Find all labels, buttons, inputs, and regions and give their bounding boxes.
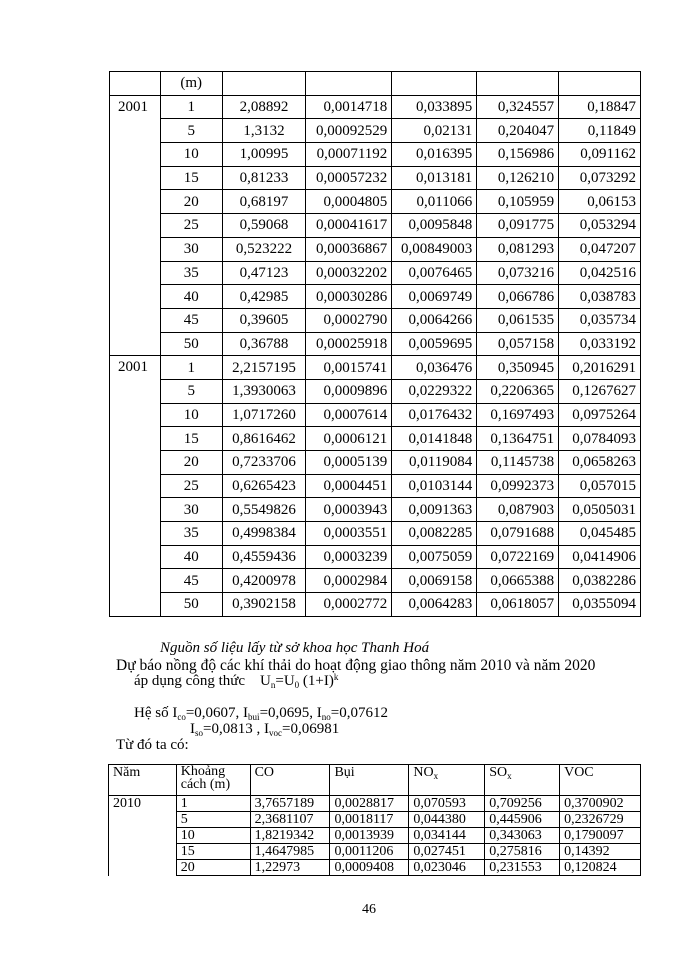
value-cell: 0,0002790 [306,308,392,332]
value-cell: 0,0992373 [477,474,559,498]
source-note: Nguồn số liệu lấy từ sở khoa học Thanh Hoá [160,640,430,656]
value-cell: 0,073216 [477,261,559,285]
table-row [110,427,641,451]
value-cell: 0,0005139 [306,451,392,475]
value-cell: 0,350945 [477,356,559,380]
value-cell: 0,0176432 [392,403,477,427]
distance-cell: 20 [160,451,222,475]
table-row [110,261,641,285]
value-cell: 0,3700902 [560,796,641,812]
distance-cell: 50 [160,332,222,356]
value-cell: 0,0618057 [477,593,559,617]
distance-cell: 40 [160,545,222,569]
value-cell: 3,7657189 [250,796,330,812]
value-cell: 0,06153 [559,190,641,214]
table-row [110,166,641,190]
value-cell: 0,00030286 [306,285,392,309]
value-cell: 0,081293 [477,237,559,261]
value-cell: 0,0069749 [392,285,477,309]
distance-cell: 5 [160,119,222,143]
value-cell: 1,3132 [222,119,306,143]
value-cell: 0,39605 [222,308,306,332]
table-row [110,190,641,214]
value-cell: 0,0975264 [559,403,641,427]
value-cell: 0,066786 [477,285,559,309]
value-cell: 0,1790097 [560,828,641,844]
table-row [110,119,641,143]
value-cell: 2,3681107 [250,812,330,828]
value-cell: 0,0009896 [306,379,392,403]
value-cell: 0,8616462 [222,427,306,451]
value-cell: 0,057015 [559,474,641,498]
value-cell: 0,0382286 [559,569,641,593]
year-cell [110,498,161,522]
value-cell: 0,0009408 [330,860,409,876]
value-cell: 0,7233706 [222,451,306,475]
value-cell: 0,0028817 [330,796,409,812]
distance-cell: 45 [160,308,222,332]
value-cell: 0,091775 [477,214,559,238]
table-row [110,214,641,238]
distance-cell: 20 [160,190,222,214]
value-cell: 0,0064266 [392,308,477,332]
year-cell [110,522,161,546]
value-cell: 0,105959 [477,190,559,214]
result-intro: Từ đó ta có: [116,737,189,753]
table-row [110,285,641,309]
value-cell: 0,3902158 [222,593,306,617]
header-dust: Bụi [330,765,409,796]
table-row [110,474,641,498]
value-cell: 0,034144 [409,828,485,844]
value-cell: 0,231553 [485,860,560,876]
formula: $U_n=U_0$ $(1+I)^k$ [260,672,339,690]
forecast-table-2010 [108,764,641,876]
distance-cell: 1 [160,95,222,119]
table-row [110,498,641,522]
value-cell: 1,00995 [222,143,306,167]
value-cell: 0,053294 [559,214,641,238]
header-cell [477,72,559,96]
table-header-row [109,765,641,796]
value-cell: 0,709256 [485,796,560,812]
value-cell: 0,011066 [392,190,477,214]
value-cell: 0,033192 [559,332,641,356]
value-cell: 0,6265423 [222,474,306,498]
year-cell [110,285,161,309]
value-cell: 0,0141848 [392,427,477,451]
value-cell: 0,087903 [477,498,559,522]
header-cell [559,72,641,96]
value-cell: 0,042516 [559,261,641,285]
distance-cell: 35 [160,261,222,285]
distance-cell: 10 [160,403,222,427]
value-cell: 0,00036867 [306,237,392,261]
value-cell: 0,044380 [409,812,485,828]
emission-table-2001 [109,71,641,617]
distance-cell: 35 [160,522,222,546]
distance-cell: 5 [176,812,250,828]
table-row [109,812,641,828]
table-row [109,796,641,812]
value-cell: 0,033895 [392,95,477,119]
value-cell: 0,36788 [222,332,306,356]
year-cell [109,812,177,828]
year-cell [109,844,177,860]
value-cell: 1,4647985 [250,844,330,860]
value-cell: 0,18847 [559,95,641,119]
value-cell: 0,1364751 [477,427,559,451]
table-row [110,143,641,167]
distance-cell: 10 [160,143,222,167]
header-cell [306,72,392,96]
header-voc: VOC [560,765,641,796]
value-cell: 0,2206365 [477,379,559,403]
year-cell [110,143,161,167]
table-row [109,828,641,844]
year-cell [110,261,161,285]
header-cell [110,72,161,96]
value-cell: 0,00092529 [306,119,392,143]
value-cell: 1,3930063 [222,379,306,403]
value-cell: 0,035734 [559,308,641,332]
value-cell: 0,0011206 [330,844,409,860]
value-cell: 0,0003551 [306,522,392,546]
value-cell: 2,08892 [222,95,306,119]
value-cell: 0,343063 [485,828,560,844]
distance-cell: 20 [176,860,250,876]
year-cell [110,569,161,593]
value-cell: 0,156986 [477,143,559,167]
value-cell: 0,027451 [409,844,485,860]
value-cell: 0,036476 [392,356,477,380]
table-row [110,308,641,332]
distance-cell: 25 [160,214,222,238]
table-row [110,237,641,261]
value-cell: 0,00071192 [306,143,392,167]
table-row [110,332,641,356]
distance-cell: 10 [176,828,250,844]
value-cell: 0,070593 [409,796,485,812]
value-cell: 0,0414906 [559,545,641,569]
value-cell: 0,00041617 [306,214,392,238]
value-cell: 0,00025918 [306,332,392,356]
formula-line [134,673,338,690]
value-cell: 0,0665388 [477,569,559,593]
value-cell: 0,0505031 [559,498,641,522]
value-cell: 0,1697493 [477,403,559,427]
value-cell: 0,0076465 [392,261,477,285]
distance-cell: 45 [160,569,222,593]
year-cell [110,332,161,356]
value-cell: 0,0095848 [392,214,477,238]
year-cell [110,166,161,190]
header-cell [392,72,477,96]
table-row [109,860,641,876]
value-cell: 0,1267627 [559,379,641,403]
value-cell: 0,073292 [559,166,641,190]
header-distance: Khoảng cách (m) [176,765,250,796]
value-cell: 0,204047 [477,119,559,143]
value-cell: 0,0006121 [306,427,392,451]
value-cell: 0,47123 [222,261,306,285]
year-cell [110,451,161,475]
value-cell: 0,0091363 [392,498,477,522]
value-cell: 0,445906 [485,812,560,828]
distance-cell: 15 [160,166,222,190]
value-cell: 0,045485 [559,522,641,546]
year-cell [109,828,177,844]
value-cell: 0,120824 [560,860,641,876]
value-cell: 0,59068 [222,214,306,238]
value-cell: 0,11849 [559,119,641,143]
value-cell: 0,2016291 [559,356,641,380]
year-cell [110,190,161,214]
header-unit: (m) [160,72,222,96]
table-row [110,356,641,380]
value-cell: 0,013181 [392,166,477,190]
header-year: Năm [109,765,177,796]
value-cell: 0,00057232 [306,166,392,190]
value-cell: 0,0013939 [330,828,409,844]
value-cell: 0,0784093 [559,427,641,451]
value-cell: 0,81233 [222,166,306,190]
value-cell: 1,22973 [250,860,330,876]
value-cell: 0,0003943 [306,498,392,522]
header-sox: $SO_x$ [485,765,560,796]
value-cell: 1,0717260 [222,403,306,427]
value-cell: 0,057158 [477,332,559,356]
value-cell: 0,0658263 [559,451,641,475]
value-cell: 0,0069158 [392,569,477,593]
header-co: CO [250,765,330,796]
value-cell: 0,68197 [222,190,306,214]
value-cell: 0,00849003 [392,237,477,261]
distance-cell: 5 [160,379,222,403]
value-cell: 0,0004451 [306,474,392,498]
distance-cell: 25 [160,474,222,498]
year-cell [110,427,161,451]
year-cell [110,379,161,403]
value-cell: 0,275816 [485,844,560,860]
year-cell [109,860,177,876]
value-cell: 0,0007614 [306,403,392,427]
value-cell: 0,0075059 [392,545,477,569]
value-cell: 0,0004805 [306,190,392,214]
value-cell: 0,02131 [392,119,477,143]
value-cell: 0,0791688 [477,522,559,546]
coefficients-line-2: $I_{so}=0,0813$ , $I_{voc}=0,06981$ [190,721,340,738]
value-cell: 0,0003239 [306,545,392,569]
value-cell: 0,00032202 [306,261,392,285]
value-cell: 0,0002984 [306,569,392,593]
value-cell: 0,0014718 [306,95,392,119]
distance-cell: 1 [160,356,222,380]
distance-cell: 15 [176,844,250,860]
year-cell: 2001 [110,95,161,119]
table-row [110,403,641,427]
year-cell [110,403,161,427]
table-row [109,844,641,860]
table-row [110,379,641,403]
value-cell: 0,016395 [392,143,477,167]
value-cell: 0,4200978 [222,569,306,593]
value-cell: 0,0059695 [392,332,477,356]
value-cell: 0,0064283 [392,593,477,617]
value-cell: 0,023046 [409,860,485,876]
value-cell: 0,14392 [560,844,641,860]
header-nox: $NO_x$ [409,765,485,796]
value-cell: 0,4998384 [222,522,306,546]
value-cell: 0,0082285 [392,522,477,546]
table-row [110,522,641,546]
value-cell: 0,0002772 [306,593,392,617]
year-cell [110,119,161,143]
value-cell: 0,523222 [222,237,306,261]
formula-prefix: áp dụng công thức [134,673,246,689]
value-cell: 1,8219342 [250,828,330,844]
forecast-line: Dự báo nồng độ các khí thải do hoạt động giao thông năm 2010 và năm 2020 [116,657,596,674]
year-cell [110,214,161,238]
value-cell: 0,0119084 [392,451,477,475]
value-cell: 0,42985 [222,285,306,309]
year-cell [110,545,161,569]
year-cell [110,593,161,617]
value-cell: 0,0015741 [306,356,392,380]
table-row [110,95,641,119]
value-cell: 0,5549826 [222,498,306,522]
value-cell: 0,0355094 [559,593,641,617]
distance-cell: 30 [160,237,222,261]
value-cell: 0,324557 [477,95,559,119]
table-row [110,545,641,569]
value-cell: 0,0103144 [392,474,477,498]
value-cell: 0,0018117 [330,812,409,828]
year-cell: 2001 [110,356,161,380]
value-cell: 0,2326729 [560,812,641,828]
distance-cell: 30 [160,498,222,522]
page-number: 46 [362,902,376,917]
value-cell: 0,126210 [477,166,559,190]
table-row [110,569,641,593]
value-cell: 0,091162 [559,143,641,167]
distance-cell: 1 [176,796,250,812]
value-cell: 0,1145738 [477,451,559,475]
table-header-row [110,72,641,96]
year-cell: 2010 [109,796,177,812]
distance-cell: 15 [160,427,222,451]
value-cell: 0,038783 [559,285,641,309]
year-cell [110,308,161,332]
value-cell: 2,2157195 [222,356,306,380]
coefficients-line-1: Hệ số $I_{co}=0,0607$, $I_{bui}=0,0695$, $I_{no}=0,07612$ [134,705,388,722]
table-row [110,593,641,617]
header-cell [222,72,306,96]
value-cell: 0,061535 [477,308,559,332]
value-cell: 0,4559436 [222,545,306,569]
value-cell: 0,0722169 [477,545,559,569]
value-cell: 0,0229322 [392,379,477,403]
value-cell: 0,047207 [559,237,641,261]
distance-cell: 50 [160,593,222,617]
distance-cell: 40 [160,285,222,309]
table-row [110,451,641,475]
year-cell [110,474,161,498]
year-cell [110,237,161,261]
